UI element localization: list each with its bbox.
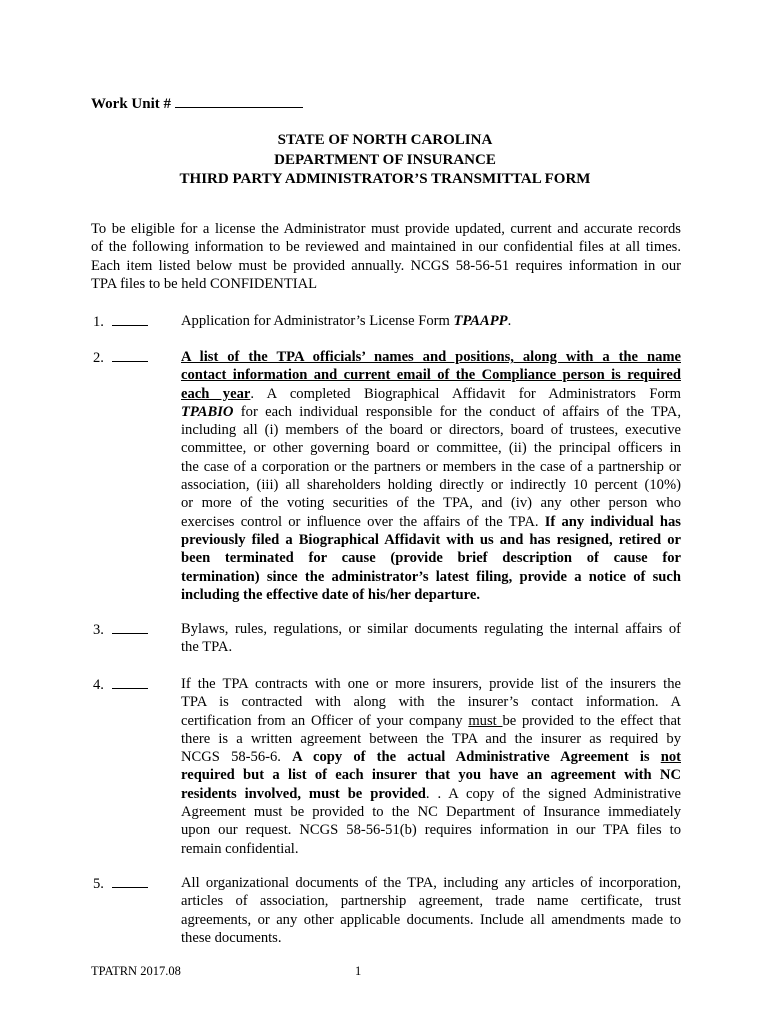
item-text: If the TPA contracts with one or more insurers, provide list of the insurers the	[181, 676, 681, 692]
item-2-number	[93, 348, 148, 367]
item-text: . . A copy of the signed Administrative	[425, 785, 681, 802]
item-text: including all (i) members of the board or directors, board of trustees, executive	[181, 422, 681, 439]
item-text: . A completed Biographical Affidavit for Administrators Form	[250, 385, 681, 402]
item-number: 2.	[93, 350, 104, 366]
item-text: A copy of the actual Administrative Agreement is	[292, 749, 661, 766]
form-code: TPAAPP	[453, 313, 508, 329]
work-unit-label: Work Unit #	[91, 96, 172, 112]
item-1-text	[181, 312, 681, 330]
form-code: TPABIO	[181, 403, 234, 420]
footer-form-id: TPATRN 2017.08	[91, 964, 181, 978]
item-text: residents involved, must be provided	[181, 785, 426, 802]
item-number: 1.	[93, 314, 104, 330]
item-text: remain confidential.	[181, 840, 299, 857]
item-3-number	[93, 620, 148, 639]
item-text: Bylaws, rules, regulations, or similar documents regulating the internal affairs of	[181, 621, 681, 637]
item-text: association, (iii) all shareholders holding directly or indirectly 10 percent (10%)	[181, 477, 681, 494]
item-1-number	[93, 312, 148, 331]
item-text: be provided to the effect that	[502, 712, 681, 729]
item-4-number	[93, 675, 148, 694]
item-3-text	[181, 620, 681, 657]
item-text: .	[507, 313, 512, 329]
header-form-title: THIRD PARTY ADMINISTRATOR’S TRANSMITTAL FORM	[179, 171, 591, 187]
item-text: NCGS 58-56-6.	[181, 749, 293, 766]
item-text: including the effective date of his/her departure.	[181, 586, 481, 603]
intro-line: Each item listed below must be provided annually. NCGS 58-56-51 requires information in our	[91, 257, 681, 274]
header-department: DEPARTMENT OF INSURANCE	[274, 151, 496, 168]
item-5-number	[93, 874, 148, 893]
form-header	[0, 131, 770, 190]
item-text: upon our request. NCGS 58-56-51(b) requires information in our TPA files to	[181, 822, 681, 839]
item-text: or more of the voting securities of the TPA, and (iv) any other person who	[181, 495, 681, 512]
item-text: required but a list of each insurer that you have an agreement with NC	[181, 767, 681, 784]
item-text: contact information and current email of the Compliance person is required	[181, 367, 681, 384]
item-text: the case of a corporation or the partners or members in the case of a partnership or	[181, 458, 681, 475]
item-5-checkbox-blank[interactable]	[112, 874, 148, 888]
item-number: 5.	[93, 876, 104, 892]
item-text: If any individual has	[544, 513, 681, 530]
item-2-text	[181, 348, 681, 604]
item-text: not	[660, 749, 681, 766]
intro-line: of the following information to be reviewed and maintained in our confidential files at all times.	[91, 239, 681, 256]
item-5-text	[181, 874, 681, 947]
item-text: Application for Administrator’s License Form	[181, 313, 454, 329]
intro-paragraph	[91, 220, 681, 293]
item-text: agreements, or any other applicable documents. Include all amendments made to	[181, 911, 681, 928]
work-unit-field	[91, 93, 303, 113]
item-text: termination) since the administrator’s latest filing, provide a notice of such	[181, 568, 681, 585]
item-text: been terminated for cause (provide brief description of cause for	[181, 550, 681, 567]
item-text: TPA is contracted with along with the insurer’s contact information. A	[181, 694, 681, 711]
work-unit-blank[interactable]	[175, 93, 303, 108]
item-text: the TPA.	[181, 639, 233, 656]
header-state: STATE OF NORTH CAROLINA	[277, 132, 493, 148]
item-4-checkbox-blank[interactable]	[112, 675, 148, 689]
item-number: 4.	[93, 677, 104, 693]
item-1-checkbox-blank[interactable]	[112, 312, 148, 326]
item-text: each year	[181, 385, 251, 402]
item-text: A list of the TPA officials’ names and positions, along with a the name	[181, 349, 681, 365]
item-text: committee, or other governing board or committee, (ii) the principal officers in	[181, 440, 681, 457]
item-text: there is a written agreement between the TPA and the insurer as required by	[181, 730, 681, 747]
item-text: for each individual responsible for the conduct of affairs of the TPA,	[233, 403, 681, 420]
item-text: certification from an Officer of your company	[181, 712, 469, 729]
item-text: All organizational documents of the TPA, including any articles of incorporation,	[181, 875, 681, 891]
footer-page-number: 1	[355, 964, 362, 978]
intro-line: To be eligible for a license the Administrator must provide updated, current and accurate records	[91, 221, 681, 237]
item-text: exercises control or influence over the affairs of the TPA.	[181, 513, 545, 530]
item-number: 3.	[93, 622, 104, 638]
item-text: Agreement must be provided to the NC Department of Insurance immediately	[181, 804, 681, 821]
item-text: previously filed a Biographical Affidavit with us and has resigned, retired or	[181, 531, 681, 548]
item-text: these documents.	[181, 929, 282, 946]
item-text: must	[468, 712, 503, 729]
item-3-checkbox-blank[interactable]	[112, 620, 148, 634]
item-text: articles of association, partnership agreement, trade name certificate, trust	[181, 893, 681, 910]
item-4-text	[181, 675, 681, 858]
intro-line: TPA files to be held CONFIDENTIAL	[91, 275, 318, 292]
item-2-checkbox-blank[interactable]	[112, 348, 148, 362]
